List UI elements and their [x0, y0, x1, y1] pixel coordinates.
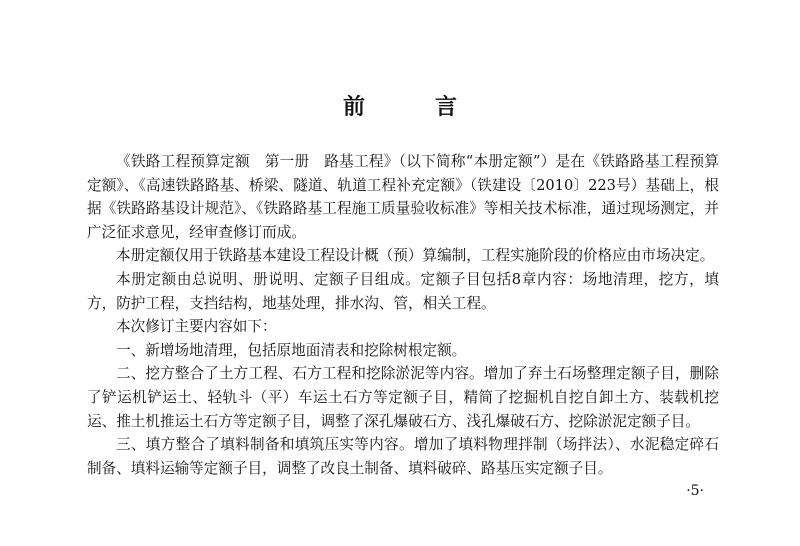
page-title: 前 言: [342, 95, 481, 120]
paragraph-revision-1: 一、新增场地清理，包括原地面清表和挖除树根定额。: [116, 341, 467, 359]
paragraph-intro: 《铁路工程预算定额 第一册 路基工程》（以下简称“本册定额”）是在《铁路路基工程预算定额》、《高速铁路路基、桥梁、隧道、轨道工程补充定额》（铁建设〔2010〕223号）基础上，根据《铁路路基设计规范》、《铁路路基工程施工质量验收标准》等相关技术标准，通过现场测定，并广泛征求意见，经审查修订而成。: [87, 153, 719, 241]
paragraph-revision-heading: 本次修订主要内容如下：: [116, 318, 277, 336]
paragraph-revision-2: 二、挖方整合了土方工程、石方工程和挖除淤泥等内容。增加了弃土石场整理定额子目，删除了铲运机铲运土、轻轨斗（平）车运土石方等定额子目，精简了挖掘机自挖自卸土方、装载机挖运、推土机推运土石方等定额子目，调整了深孔爆破石方、浅孔爆破石方、挖除淤泥定额子目。: [87, 365, 719, 430]
paragraph-revision-3: 三、填方整合了填料制备和填筑压实等内容。增加了填料物理拌制（场拌法）、水泥稳定碎石制备、填料运输等定额子目，调整了改良土制备、填料破碎、路基压实定额子目。: [87, 436, 719, 477]
paragraph-scope: 本册定额仅用于铁路基本建设工程设计概（预）算编制，工程实施阶段的价格应由市场决定。: [116, 247, 715, 265]
paragraph-composition: 本册定额由总说明、册说明、定额子目组成。定额子目包括8章内容：场地清理，挖方，填方，防护工程，支挡结构，地基处理，排水沟、管，相关工程。: [87, 270, 719, 312]
body-text: [87, 150, 719, 480]
page-number: ·5·: [686, 483, 704, 499]
